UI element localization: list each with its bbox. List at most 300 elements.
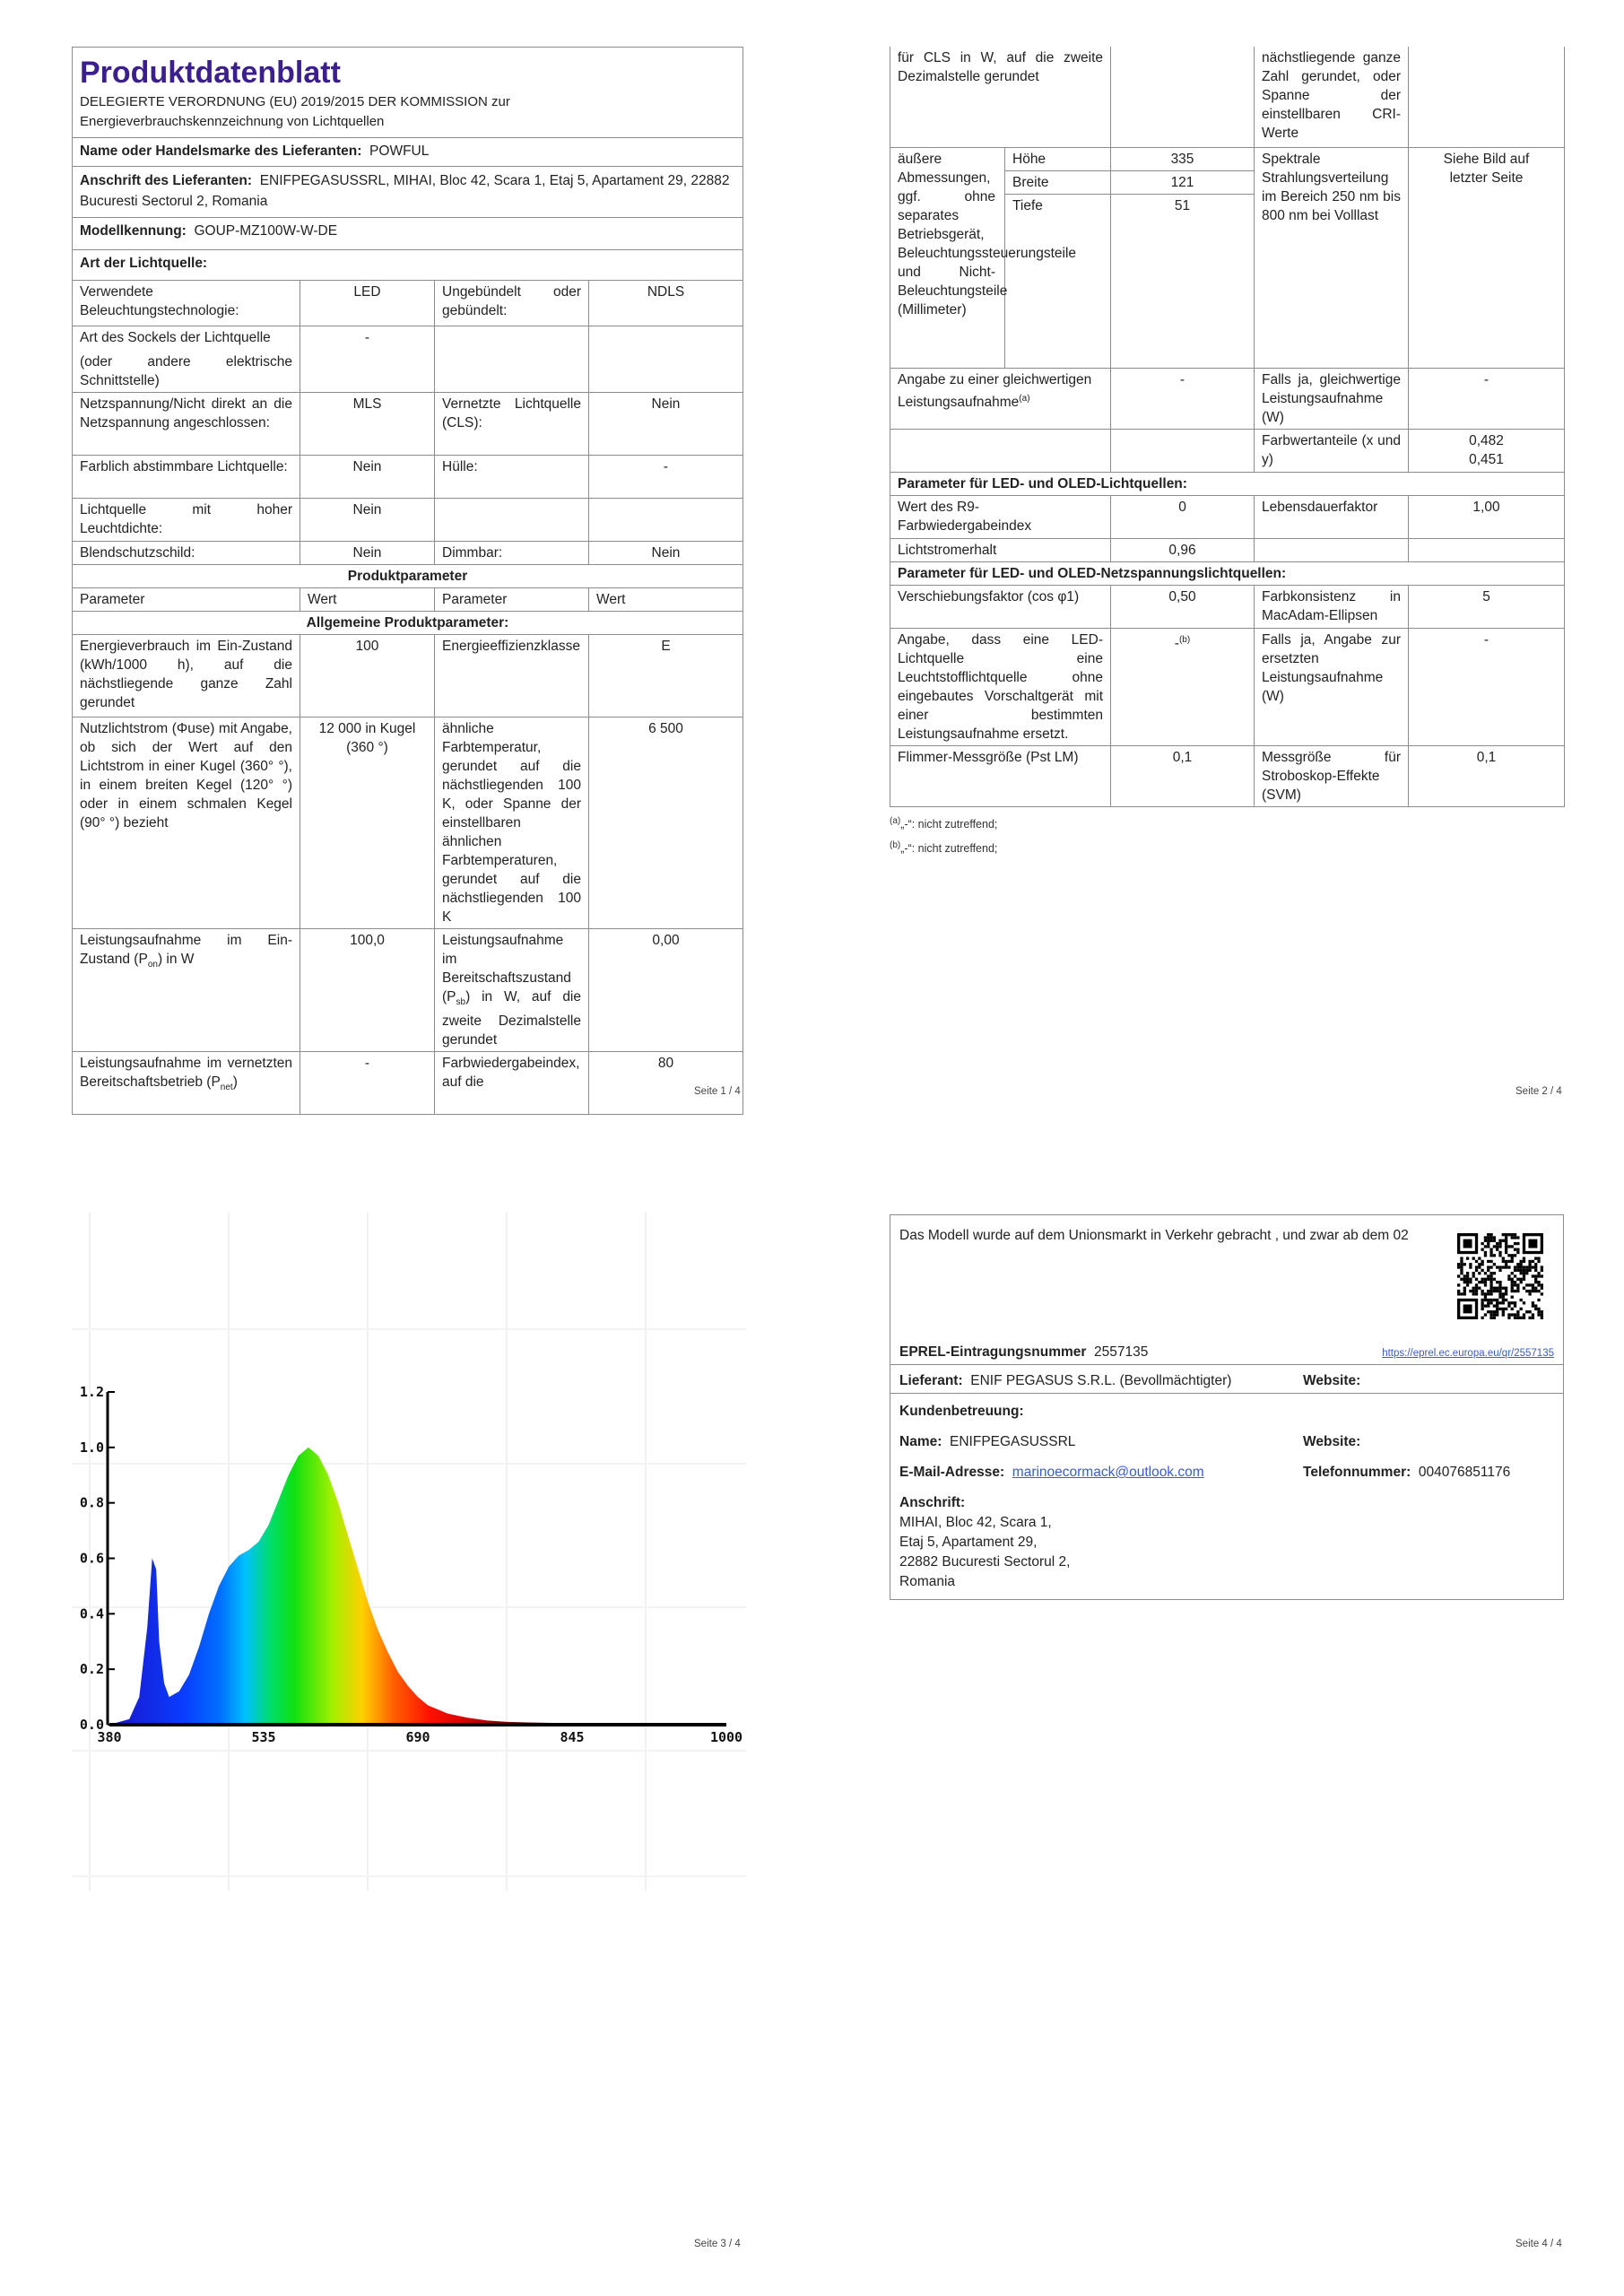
col-header-parameter: Parameter: [73, 588, 300, 612]
page-3-chart-frame: [72, 1213, 746, 1891]
qr-module: [1537, 1272, 1540, 1274]
qr-module: [1489, 1265, 1492, 1268]
qr-module: [1457, 1283, 1460, 1286]
qr-module: [1489, 1283, 1492, 1286]
standby-power-label-end: ) in W, auf die zweite Dezimalstelle gerundet: [442, 989, 581, 1048]
qr-module: [1532, 1274, 1534, 1277]
efficiency-class-value: E: [589, 635, 743, 718]
qr-module: [1505, 1242, 1507, 1245]
qr-module: [1516, 1310, 1519, 1313]
qr-module: [1496, 1310, 1498, 1313]
qr-module: [1481, 1278, 1483, 1281]
qr-module: [1498, 1251, 1501, 1254]
qr-module: [1532, 1260, 1534, 1263]
page-2: [890, 47, 1564, 857]
qr-module: [1514, 1269, 1516, 1272]
qr-module: [1481, 1269, 1483, 1272]
qr-module: [1534, 1281, 1537, 1283]
equivalent-power-value: -: [1111, 368, 1255, 429]
qr-module: [1493, 1254, 1496, 1257]
col-header-value: Wert: [300, 588, 435, 612]
y-tick-labels: [80, 1384, 115, 1733]
qr-module: [1534, 1308, 1537, 1310]
supplier-value: POWFUL: [369, 144, 430, 159]
qr-module: [1484, 1299, 1487, 1301]
qr-module: [1534, 1263, 1537, 1265]
qr-module: [1537, 1310, 1540, 1313]
address-line-1: MIHAI, Bloc 42, Scara 1,: [899, 1515, 1052, 1530]
supplier-label-p4: Lieferant:: [899, 1373, 963, 1388]
cri-value: 80: [589, 1052, 743, 1115]
qr-module: [1534, 1304, 1537, 1307]
qr-module: [1498, 1245, 1501, 1248]
qr-module: [1478, 1263, 1481, 1265]
qr-module: [1525, 1272, 1528, 1274]
qr-module: [1498, 1290, 1501, 1292]
qr-module: [1489, 1317, 1492, 1319]
qr-module: [1528, 1263, 1531, 1265]
qr-module: [1520, 1260, 1523, 1263]
qr-module: [1541, 1310, 1543, 1313]
qr-module: [1511, 1233, 1514, 1236]
email-label: E-Mail-Adresse:: [899, 1465, 1005, 1480]
qr-module: [1493, 1313, 1496, 1316]
qr-module: [1472, 1272, 1475, 1274]
qr-module: [1472, 1292, 1475, 1295]
qr-module: [1502, 1308, 1505, 1310]
qr-module: [1516, 1278, 1519, 1281]
qr-module: [1472, 1287, 1475, 1290]
fluorescent-replacement-label: Angabe, dass eine LED-Lichtquelle eine Leuchtstofflichtquelle ohne eingebautes Vorschaltgerät mit einer bestimmten Leistungsaufnahme ersetzt.: [890, 628, 1111, 745]
mains-label: Netzspannung/Nicht direkt an die Netzspannung angeschlossen:: [73, 393, 300, 456]
qr-module: [1489, 1248, 1492, 1251]
qr-module: [1493, 1245, 1496, 1248]
high-luminance-label: Lichtquelle mit hoher Leuchtdichte:: [73, 499, 300, 542]
qr-module: [1505, 1260, 1507, 1263]
height-label: Höhe: [1005, 147, 1111, 170]
regulation-subtitle: DELEGIERTE VERORDNUNG (EU) 2019/2015 DER KOMMISSION zur Energieverbrauchskennzeichnung von Lichtquellen: [80, 94, 510, 129]
qr-module: [1475, 1265, 1478, 1268]
model-value: GOUP-MZ100W-W-DE: [194, 223, 338, 239]
qr-module: [1523, 1313, 1525, 1316]
qr-module: [1516, 1269, 1519, 1272]
qr-module: [1516, 1290, 1519, 1292]
qr-module: [1507, 1274, 1510, 1277]
qr-module: [1507, 1260, 1510, 1263]
qr-module: [1520, 1299, 1523, 1301]
qr-module: [1525, 1310, 1528, 1313]
qr-module: [1534, 1265, 1537, 1268]
page-title: Produktdatenblatt: [80, 56, 341, 90]
qr-module: [1496, 1299, 1498, 1301]
website-label: Website:: [1303, 1373, 1361, 1388]
qr-module: [1496, 1304, 1498, 1307]
qr-module: [1514, 1248, 1516, 1251]
qr-module: [1534, 1269, 1537, 1272]
footnote-a-sup: (a): [890, 815, 901, 826]
qr-module: [1478, 1281, 1481, 1283]
qr-module: [1463, 1263, 1466, 1265]
qr-module: [1493, 1290, 1496, 1292]
qr-module: [1460, 1260, 1463, 1263]
qr-module: [1487, 1245, 1489, 1248]
networked-standby-label-end: ): [232, 1074, 238, 1091]
qr-module: [1523, 1317, 1525, 1319]
qr-module: [1528, 1269, 1531, 1272]
qr-module: [1472, 1257, 1475, 1259]
qr-module: [1487, 1310, 1489, 1313]
qr-module: [1541, 1274, 1543, 1277]
qr-module: [1520, 1263, 1523, 1265]
anti-glare-label: Blendschutzschild:: [73, 542, 300, 565]
y-tick-label: 0.2: [79, 1661, 104, 1678]
qr-module: [1481, 1317, 1483, 1319]
qr-module: [1502, 1310, 1505, 1313]
qr-module: [1489, 1233, 1492, 1236]
qr-module: [1469, 1263, 1472, 1265]
tech-label: Verwendete Beleuchtungstechnologie:: [73, 281, 300, 326]
qr-module: [1493, 1317, 1496, 1319]
supplier-label: Name oder Handelsmarke des Lieferanten:: [80, 144, 362, 159]
chart-grid: [72, 1213, 746, 1891]
on-mode-power-value: 100,0: [300, 929, 435, 1052]
equivalent-power-label: Angabe zu einer gleichwertigen Leistungsaufnahme: [898, 371, 1092, 410]
qr-module: [1511, 1290, 1514, 1292]
qr-module: [1463, 1278, 1466, 1281]
qr-module: [1489, 1274, 1492, 1277]
qr-finder-center: [1463, 1304, 1472, 1313]
qr-module: [1481, 1290, 1483, 1292]
qr-module: [1511, 1245, 1514, 1248]
qr-module: [1532, 1283, 1534, 1286]
qr-module: [1475, 1278, 1478, 1281]
qr-module: [1478, 1257, 1481, 1259]
qr-module: [1511, 1257, 1514, 1259]
qr-module: [1507, 1278, 1510, 1281]
eprel-label: EPREL-Eintragungsnummer: [899, 1344, 1087, 1360]
qr-module: [1496, 1290, 1498, 1292]
qr-module: [1532, 1265, 1534, 1268]
qr-module: [1505, 1290, 1507, 1292]
qr-module: [1469, 1278, 1472, 1281]
qr-module: [1472, 1274, 1475, 1277]
qr-module: [1484, 1313, 1487, 1316]
qr-module: [1466, 1257, 1469, 1259]
height-value: 335: [1111, 147, 1255, 170]
qr-module: [1489, 1310, 1492, 1313]
footnote-a-marker: (a): [1019, 393, 1030, 404]
qr-module: [1493, 1236, 1496, 1239]
page-number-4: Seite 4 / 4: [1515, 2239, 1562, 2249]
on-mode-power-sub: on: [147, 960, 158, 970]
qr-module: [1457, 1274, 1460, 1277]
spectrum-chart: [72, 1213, 746, 1891]
qr-module: [1523, 1287, 1525, 1290]
cri-label: Farbwiedergabeindex, auf die: [435, 1052, 589, 1115]
address-label: Anschrift des Lieferanten:: [80, 173, 253, 188]
tunable-value: Nein: [300, 456, 435, 499]
qr-module: [1507, 1313, 1510, 1316]
qr-module: [1487, 1242, 1489, 1245]
standby-power-label: Leistungsaufnahme im Bereitschaftszustand (P: [442, 933, 571, 1004]
qr-module: [1487, 1260, 1489, 1263]
qr-module: [1460, 1265, 1463, 1268]
qr-module: [1502, 1292, 1505, 1295]
envelope-label: Hülle:: [435, 456, 589, 499]
qr-module: [1502, 1301, 1505, 1304]
qr-module: [1505, 1236, 1507, 1239]
datasheet-table-1: [72, 47, 743, 1115]
qr-module: [1484, 1251, 1487, 1254]
product-parameters-header: Produktparameter: [73, 565, 743, 588]
qr-module: [1532, 1287, 1534, 1290]
qr-module: [1523, 1260, 1525, 1263]
x-tick-label: 380: [97, 1729, 122, 1745]
led-parameters-header: Parameter für LED- und OLED-Lichtquellen:: [890, 472, 1565, 495]
qr-module: [1493, 1263, 1496, 1265]
qr-module: [1505, 1251, 1507, 1254]
qr-module: [1484, 1292, 1487, 1295]
networked-standby-label: Leistungsaufnahme im vernetzten Bereitschaftsbetrieb (P: [80, 1056, 292, 1091]
qr-module: [1478, 1287, 1481, 1290]
qr-module: [1502, 1265, 1505, 1268]
qr-module: [1516, 1236, 1519, 1239]
qr-module: [1502, 1296, 1505, 1299]
x-tick-label: 1000: [709, 1729, 743, 1745]
qr-module: [1514, 1313, 1516, 1316]
qr-module: [1514, 1283, 1516, 1286]
networked-standby-sub: net: [220, 1083, 233, 1093]
lumen-maintenance-label: Lichtstromerhalt: [890, 538, 1111, 561]
page-number-1: Seite 1 / 4: [694, 1086, 741, 1097]
qr-module: [1511, 1281, 1514, 1283]
standby-power-sub: sb: [456, 997, 466, 1008]
qr-module: [1532, 1290, 1534, 1292]
efficiency-class-label: Energieeffizienzklasse: [435, 635, 589, 718]
displacement-factor-value: 0,50: [1111, 585, 1255, 628]
qr-module: [1487, 1290, 1489, 1292]
qr-module: [1520, 1278, 1523, 1281]
qr-module: [1475, 1283, 1478, 1286]
qr-module: [1516, 1283, 1519, 1286]
qr-module: [1481, 1263, 1483, 1265]
on-mode-power-label-end: ) in W: [157, 952, 195, 967]
flicker-label: Flimmer-Messgröße (Pst LM): [890, 745, 1111, 806]
qr-module: [1487, 1236, 1489, 1239]
spectral-distribution-value: Siehe Bild auf letzter Seite: [1409, 147, 1565, 368]
qr-module: [1514, 1281, 1516, 1283]
networked-standby-value: -: [300, 1052, 435, 1115]
qr-module: [1489, 1251, 1492, 1254]
spectral-distribution-label: Spektrale Strahlungsverteilung im Bereich 250 nm bis 800 nm bei Volllast: [1255, 147, 1409, 368]
qr-module: [1469, 1281, 1472, 1283]
qr-module: [1525, 1265, 1528, 1268]
cct-value: 6 500: [589, 718, 743, 929]
address-line-3: 22882 Bucuresti Sectorul 2,: [899, 1554, 1071, 1570]
mains-value: MLS: [300, 393, 435, 456]
qr-module: [1489, 1272, 1492, 1274]
displacement-factor-label: Verschiebungsfaktor (cos φ1): [890, 585, 1111, 628]
eprel-link[interactable]: https://eprel.ec.europa.eu/qr/2557135: [1382, 1348, 1554, 1359]
qr-module: [1511, 1283, 1514, 1286]
qr-module: [1534, 1257, 1537, 1259]
qr-module: [1489, 1313, 1492, 1316]
qr-module: [1489, 1299, 1492, 1301]
qr-module: [1481, 1292, 1483, 1295]
equivalent-power-w-value: -: [1409, 368, 1565, 429]
qr-module: [1511, 1296, 1514, 1299]
footnote-b-text: „-“: nicht zutreffend;: [900, 841, 998, 855]
qr-module: [1507, 1304, 1510, 1307]
qr-module: [1498, 1292, 1501, 1295]
qr-module: [1487, 1265, 1489, 1268]
qr-module: [1463, 1290, 1466, 1292]
qr-module: [1511, 1308, 1514, 1310]
cls-standby-label: für CLS in W, auf die zweite Dezimalstelle gerundet: [890, 47, 1111, 147]
qr-module: [1475, 1287, 1478, 1290]
qr-module: [1463, 1274, 1466, 1277]
qr-module: [1505, 1245, 1507, 1248]
qr-module: [1498, 1287, 1501, 1290]
qr-module: [1498, 1269, 1501, 1272]
qr-module: [1496, 1287, 1498, 1290]
survival-factor-label: Lebensdauerfaktor: [1255, 495, 1409, 538]
qr-module: [1484, 1254, 1487, 1257]
qr-module: [1502, 1257, 1505, 1259]
qr-module: [1507, 1301, 1510, 1304]
qr-module: [1489, 1290, 1492, 1292]
qr-module: [1511, 1287, 1514, 1290]
footnote-b-marker: (b): [1178, 634, 1191, 645]
footnote-a-text: „-“: nicht zutreffend;: [900, 817, 998, 831]
page-number-2: Seite 2 / 4: [1515, 1086, 1562, 1097]
qr-module: [1514, 1317, 1516, 1319]
x-tick-label: 845: [560, 1729, 585, 1745]
qr-module: [1489, 1287, 1492, 1290]
email-link[interactable]: marinoecormack@outlook.com: [1012, 1465, 1204, 1480]
qr-module: [1472, 1290, 1475, 1292]
fluorescent-replacement-value: -: [1174, 635, 1179, 651]
qr-module: [1505, 1287, 1507, 1290]
qr-module: [1502, 1239, 1505, 1242]
mains-led-parameters-header: Parameter für LED- und OLED-Netzspannungslichtquellen:: [890, 561, 1565, 585]
model-label: Modellkennung:: [80, 223, 187, 239]
flicker-value: 0,1: [1111, 745, 1255, 806]
qr-module: [1532, 1313, 1534, 1316]
qr-module: [1528, 1317, 1531, 1319]
qr-module: [1493, 1299, 1496, 1301]
qr-module: [1505, 1248, 1507, 1251]
qr-module: [1537, 1283, 1540, 1286]
general-parameters-header: Allgemeine Produktparameter:: [73, 612, 743, 635]
qr-module: [1507, 1254, 1510, 1257]
qr-module: [1487, 1274, 1489, 1277]
qr-module: [1511, 1236, 1514, 1239]
colour-consistency-label: Farbkonsistenz in MacAdam-Ellipsen: [1255, 585, 1409, 628]
qr-module: [1514, 1274, 1516, 1277]
qr-module: [1528, 1283, 1531, 1286]
qr-module: [1541, 1313, 1543, 1316]
qr-module: [1469, 1265, 1472, 1268]
directional-label: Ungebündelt oder gebündelt:: [435, 281, 589, 326]
qr-module: [1478, 1265, 1481, 1268]
supplier-value-p4: ENIF PEGASUS S.R.L. (Bevollmächtigter): [970, 1373, 1232, 1388]
phone-value: 004076851176: [1418, 1465, 1511, 1480]
qr-module: [1523, 1272, 1525, 1274]
qr-finder-center: [1463, 1239, 1472, 1248]
standby-power-value: 0,00: [589, 929, 743, 1052]
qr-module: [1498, 1239, 1501, 1242]
qr-module: [1541, 1317, 1543, 1319]
qr-module: [1469, 1290, 1472, 1292]
qr-module: [1481, 1301, 1483, 1304]
qr-module: [1457, 1290, 1460, 1292]
equivalent-power-w-label: Falls ja, gleichwertige Leistungsaufnahme (W): [1255, 368, 1409, 429]
qr-module: [1516, 1317, 1519, 1319]
qr-module: [1514, 1254, 1516, 1257]
qr-module: [1537, 1260, 1540, 1263]
qr-module: [1520, 1308, 1523, 1310]
qr-module: [1537, 1257, 1540, 1259]
qr-module: [1502, 1287, 1505, 1290]
qr-module: [1496, 1313, 1498, 1316]
y-tick-label: 0.4: [79, 1605, 104, 1622]
qr-module: [1516, 1313, 1519, 1316]
qr-module: [1481, 1281, 1483, 1283]
page-number-3: Seite 3 / 4: [694, 2239, 741, 2249]
cls-label: Vernetzte Lichtquelle (CLS):: [435, 393, 589, 456]
dimmable-label: Dimmbar:: [435, 542, 589, 565]
qr-module: [1516, 1265, 1519, 1268]
r9-label: Wert des R9-Farbwiedergabeindex: [890, 495, 1111, 538]
qr-module: [1525, 1269, 1528, 1272]
qr-module: [1520, 1272, 1523, 1274]
qr-module: [1493, 1272, 1496, 1274]
qr-module: [1466, 1272, 1469, 1274]
qr-module: [1507, 1233, 1510, 1236]
qr-module: [1489, 1260, 1492, 1263]
qr-module: [1484, 1304, 1487, 1307]
qr-module: [1484, 1281, 1487, 1283]
qr-module: [1498, 1301, 1501, 1304]
width-value: 121: [1111, 170, 1255, 194]
y-tick-label: 0.0: [79, 1717, 104, 1733]
footnote-b: [890, 837, 1564, 857]
on-mode-power-label: Leistungsaufnahme im Ein-Zustand (P: [80, 933, 292, 967]
address-line-2: Etaj 5, Apartament 29,: [899, 1535, 1038, 1550]
qr-module: [1514, 1304, 1516, 1307]
qr-module: [1502, 1313, 1505, 1316]
qr-module: [1523, 1301, 1525, 1304]
qr-module: [1484, 1272, 1487, 1274]
page-4-box: [890, 1214, 1564, 1600]
customer-service-label: Kundenbetreuung:: [899, 1404, 1024, 1419]
qr-module: [1484, 1283, 1487, 1286]
qr-module: [1537, 1299, 1540, 1301]
qr-module: [1487, 1292, 1489, 1295]
qr-module: [1502, 1260, 1505, 1263]
tech-value: LED: [300, 281, 435, 326]
light-source-type-header: Art der Lichtquelle:: [73, 250, 743, 281]
tunable-label: Farblich abstimmbare Lichtquelle:: [73, 456, 300, 499]
eprel-value: 2557135: [1094, 1344, 1149, 1360]
qr-module: [1466, 1274, 1469, 1277]
qr-module: [1514, 1265, 1516, 1268]
qr-module: [1466, 1281, 1469, 1283]
qr-module: [1487, 1278, 1489, 1281]
qr-module: [1484, 1239, 1487, 1242]
qr-module: [1507, 1265, 1510, 1268]
